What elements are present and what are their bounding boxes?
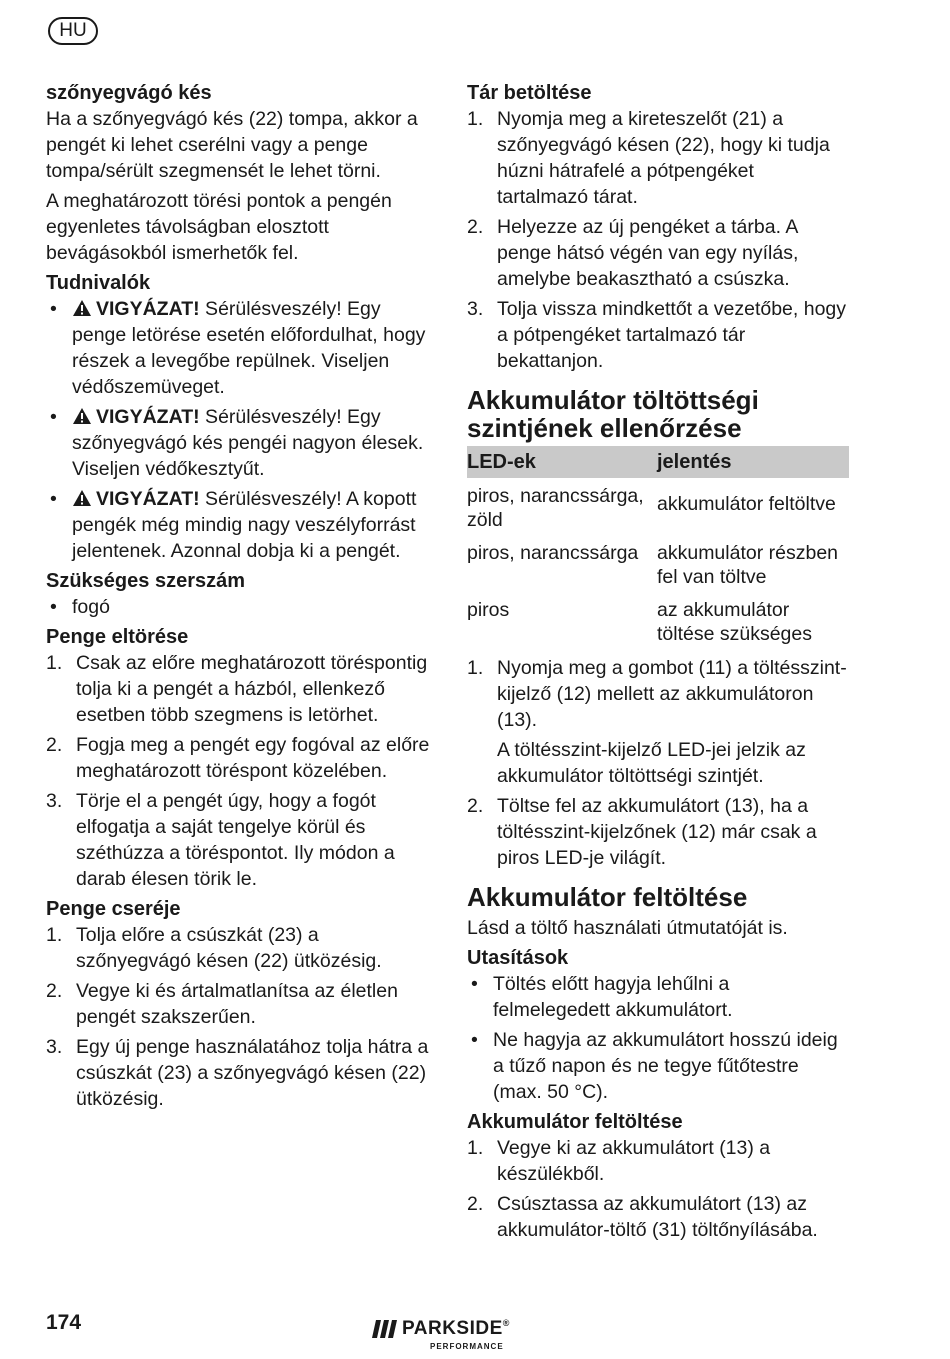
language-badge: HU: [48, 17, 98, 45]
step-text: Vegye ki az akkumulátort (13) a készülékből.: [497, 1137, 771, 1185]
warning-item: [46, 296, 431, 400]
step-text: Tolja előre a csúszkát (23) a szőnyegvágó késen (22) ütközésig.: [76, 924, 382, 972]
step-number: 3.: [46, 1036, 63, 1058]
section-title-charge-level-check: Akkumulátor töltöttségi szintjének ellenőrzése: [467, 385, 759, 443]
step-item: [467, 296, 849, 374]
brand-logo: [372, 1318, 532, 1354]
magazine-steps: [467, 106, 849, 374]
charging-steps: [467, 1135, 849, 1243]
instructions-list: [467, 971, 849, 1105]
brand-slashes-icon: [372, 1320, 398, 1338]
warning-text: Sérülésveszély! A kopott pengék még mindig nagy veszélyforrást jelentenek. Azonnal dobja ki a pengét.: [72, 488, 417, 562]
step-number: 1.: [46, 924, 63, 946]
table-cell: piros, narancssárga: [467, 542, 639, 564]
step-item: [467, 793, 849, 871]
section-heading-instructions: Utasítások: [467, 947, 569, 969]
step-number: 2.: [467, 216, 484, 238]
step-text: Fogja meg a pengét egy fogóval az előre meghatározott töréspont közelében.: [76, 734, 430, 782]
step-number: 2.: [467, 795, 484, 817]
step-number: 3.: [467, 298, 484, 320]
warning-triangle-icon: [72, 489, 92, 507]
paragraph: Ha a szőnyegvágó kés (22) tompa, akkor a pengét ki lehet cserélni vagy a penge tompa/sérült szegmensét le lehet törni.: [46, 108, 418, 182]
step-text: Nyomja meg a gombot (11) a töltésszint-kijelző (12) mellett az akkumulátoron (13).: [497, 657, 847, 731]
step-item: [467, 106, 849, 210]
step-item: [467, 655, 849, 789]
step-number: 1.: [467, 1137, 484, 1159]
section-heading-magazine-loading: Tár betöltése: [467, 82, 592, 104]
step-item: [467, 214, 849, 292]
warning-text: Sérülésveszély! Egy szőnyegvágó kés pengéi nagyon élesek. Viseljen védőkesztyűt.: [72, 406, 424, 480]
tool-list: [46, 594, 431, 620]
page-number: 174: [46, 1311, 82, 1334]
section-title-battery-charging: Akkumulátor feltöltése: [467, 882, 748, 912]
list-item: • Ne hagyja az akkumulátort hosszú ideig a tűző napon és ne tegye fűtőtestre (max. 50 °C).: [467, 1027, 849, 1105]
left-column: [46, 80, 431, 1116]
table-cell: az akkumulátor töltése szükséges: [657, 599, 813, 645]
step-text: Tolja vissza mindkettőt a vezetőbe, hogy a pótpengéket tartalmazó tár bekattanjon.: [497, 298, 847, 372]
section-heading-carpet-knife: szőnyegvágó kés: [46, 82, 212, 104]
step-item: [46, 978, 431, 1030]
charge-check-steps: [467, 655, 849, 871]
brand-name: PARKSIDE®: [402, 1318, 510, 1339]
warning-text: Sérülésveszély! Egy penge letörése esetén előfordulhat, hogy részek a levegőbe repülnek. Viseljen védőszemüveget.: [72, 298, 426, 398]
warning-item: [46, 486, 431, 564]
warning-list: [46, 296, 431, 564]
warning-label: VIGYÁZAT!: [96, 488, 200, 510]
step-text: Csak az előre meghatározott töréspontig tolja ki a pengét a házból, ellenkező esetben több szegmens is letörhet.: [76, 652, 428, 726]
table-row: [467, 592, 849, 649]
step-item: [46, 788, 431, 892]
step-number: 1.: [467, 657, 484, 679]
step-text: Csúsztassa az akkumulátort (13) az akkumulátor-töltő (31) töltőnyílásába.: [497, 1193, 818, 1241]
section-heading-blade-replacement: Penge cseréje: [46, 898, 181, 920]
step-number: 1.: [467, 108, 484, 130]
step-number: 2.: [46, 980, 63, 1002]
table-header-row: [467, 446, 849, 478]
table-cell: piros, narancssárga, zöld: [467, 485, 644, 531]
table-cell: akkumulátor feltöltve: [657, 493, 836, 515]
step-item: [467, 1135, 849, 1187]
table-row: [467, 478, 849, 535]
paragraph: A meghatározott törési pontok a pengén egyenletes távolságban elosztott bevágásokból ismerhetők fel.: [46, 190, 392, 264]
right-column: [467, 80, 849, 1247]
step-text: Vegye ki és ártalmatlanítsa az életlen pengét szakszerűen.: [76, 980, 398, 1028]
step-note: A töltésszint-kijelző LED-jei jelzik az akkumulátor töltöttségi szintjét.: [497, 739, 806, 787]
table-row: [467, 535, 849, 592]
warning-triangle-icon: [72, 407, 92, 425]
section-heading-battery-charging-steps: Akkumulátor feltöltése: [467, 1111, 683, 1133]
section-heading-breaking-blade: Penge eltörése: [46, 626, 189, 648]
step-number: 3.: [46, 790, 63, 812]
list-item: • Töltés előtt hagyja lehűlni a felmelegedett akkumulátort.: [467, 971, 849, 1023]
step-text: Töltse fel az akkumulátort (13), ha a töltésszint-kijelzőnek (12) már csak a piros LED-je világít.: [497, 795, 817, 869]
warning-label: VIGYÁZAT!: [96, 298, 200, 320]
step-text: Helyezze az új pengéket a tárba. A penge hátsó végén van egy nyílás, amelybe beakasztható a csúszka.: [497, 216, 799, 290]
step-text: Egy új penge használatához tolja hátra a csúszkát (23) a szőnyegvágó késen (22) ütközésig.: [76, 1036, 429, 1110]
step-number: 1.: [46, 652, 63, 674]
led-table: [467, 446, 849, 649]
table-cell: piros: [467, 599, 510, 621]
brand-subtitle: PERFORMANCE: [430, 1342, 504, 1351]
step-item: [46, 650, 431, 728]
step-text: Nyomja meg a kireteszelőt (21) a szőnyegvágó késen (22), hogy ki tudja húzni hátrafelé a pótpengéket tartalmazó tárat.: [497, 108, 830, 208]
step-item: [46, 732, 431, 784]
breaking-steps: [46, 650, 431, 892]
warning-triangle-icon: [72, 299, 92, 317]
warning-item: [46, 404, 431, 482]
step-number: 2.: [467, 1193, 484, 1215]
step-item: [46, 922, 431, 974]
step-number: 2.: [46, 734, 63, 756]
step-item: [467, 1191, 849, 1243]
table-cell: akkumulátor részben fel van töltve: [657, 542, 839, 588]
section-heading-notes: Tudnivalók: [46, 272, 151, 294]
step-text: Törje el a pengét úgy, hogy a fogót elfogatja a saját tengelye körül és széthúzza a töréspontot. Ily módon a darab élesen törik le.: [76, 790, 395, 890]
list-item: • fogó: [46, 594, 431, 620]
replacement-steps: [46, 922, 431, 1112]
table-header-meaning: jelentés: [657, 446, 849, 478]
paragraph: Lásd a töltő használati útmutatóját is.: [467, 917, 788, 939]
step-item: [46, 1034, 431, 1112]
table-header-leds: LED-ek: [467, 446, 657, 478]
section-heading-required-tool: Szükséges szerszám: [46, 570, 246, 592]
warning-label: VIGYÁZAT!: [96, 406, 200, 428]
